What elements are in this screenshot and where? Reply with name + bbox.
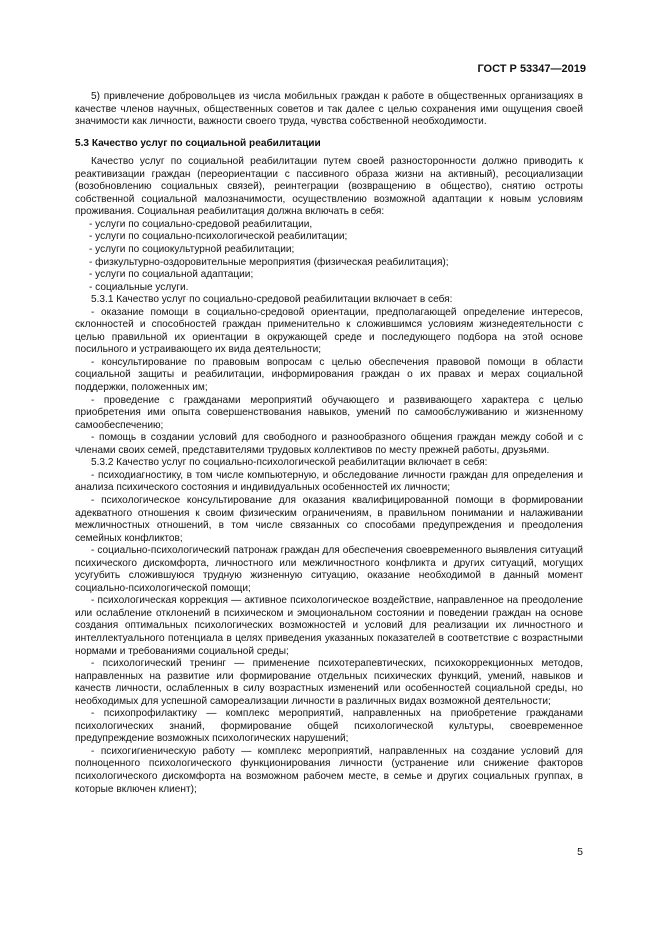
list-item: - услуги по социокультурной реабилитации; bbox=[89, 244, 295, 256]
list-item: - услуги по социально-психологической реабилитации; bbox=[89, 231, 348, 243]
list-paragraph: - консультирование по правовым вопросам с целью обеспечения правовой помощи в области социальной защиты и реабилитации, информирования граждан о их правах и мерах социальной поддержки, положенных им; bbox=[75, 356, 583, 394]
page-body bbox=[75, 91, 583, 796]
paragraph-item-5: 5) привлечение добровольцев из числа мобильных граждан к работе в общественных организациях в качестве членов научных, общественных советов и так далее с целью сохранения ими ощущения своей значимости как личности, важности своего труда, чувства собственной необходимости. bbox=[75, 91, 583, 128]
subsection-5-3-2: 5.3.2 Качество услуг по социально-психологической реабилитации включает в себя: bbox=[91, 457, 488, 469]
list-item: - физкультурно-оздоровительные мероприятия (физическая реабилитация); bbox=[89, 256, 449, 268]
paragraph-intro: Качество услуг по социальной реабилитации путем своей разносторонности должно приводить к реактивизации граждан (переориентации с пассивного образа жизни на активный), ресоциализации (возобновлению социальных связей), реинтеграции (возвращению в общество), снятию остроты собственной социальной малозначимости, осуществлению возможной адаптации к новым условиям проживания. Социальная реабилитация должна включать в себя: bbox=[75, 156, 583, 218]
list-paragraph: - психологическое консультирование для оказания квалифицированной помощи в формировании адекватного отношения к своим физическим ограничениям, в правильном понимании и налаживании межличностных отношений, в том числе связанных со способами предупреждения и преодоления семейных конфликтов; bbox=[75, 494, 583, 544]
list-item: - услуги по социальной адаптации; bbox=[89, 269, 254, 281]
list-item: - социальные услуги. bbox=[89, 281, 189, 293]
subsection-5-3-1: 5.3.1 Качество услуг по социально-средовой реабилитации включает в себя: bbox=[91, 294, 453, 306]
section-heading-5-3: 5.3 Качество услуг по социальной реабилитации bbox=[75, 137, 321, 149]
list-paragraph: - психодиагностику, в том числе компьютерную, и обследование личности граждан для определения и анализа психического состояния и индивидуальных особенностей их личности; bbox=[75, 469, 583, 494]
page-number: 5 bbox=[577, 846, 583, 858]
list-paragraph: - проведение с гражданами мероприятий обучающего и развивающего характера с целью приобретения ими опыта совершенствования навыков, умений по самообслуживанию и жизненному самообеспечению; bbox=[75, 394, 583, 431]
list-paragraph: - оказание помощи в социально-средовой ориентации, предполагающей определение интересов, склонностей и способностей граждан применительно к сложившимся условиям жизнедеятельности с целью правильной их ориентации в окружающей среде и последующего подбора на этой основе посильного и устраивающего их вида деятельности; bbox=[75, 306, 583, 356]
list-paragraph: - психологический тренинг — применение психотерапевтических, психокоррекционных методов, направленных на развитие или формирование отдельных психических функций, умений, навыков и качеств личности, ослабленных в силу возрастных изменений или особенностей социальной среды, но необходимых для успешной самореализации личности в различных видах возможной деятельности; bbox=[75, 658, 583, 707]
list-paragraph: - психогигиеническую работу — комплекс мероприятий, направленных на создание условий для полноценного психологического функционирования личности (устранение или снижение факторов психологического дискомфорта на возможном рабочем месте, в семье и других социальных группах, в которые включен клиент); bbox=[75, 745, 583, 795]
document-id: ГОСТ Р 53347—2019 bbox=[477, 63, 586, 75]
list-item: - услуги по социально-средовой реабилитации, bbox=[89, 218, 313, 230]
list-paragraph: - социально-психологический патронаж граждан для обеспечения своевременного выявления ситуаций психического дискомфорта, личностного или межличностного конфликта и других ситуаций, могущих усугубить сложившуюся трудную жизненную ситуацию, оказание необходимой в данный момент социально-психологической помощи; bbox=[75, 545, 583, 594]
list-paragraph: - психологическая коррекция — активное психологическое воздействие, направленное на преодоление или ослабление отклонений в психическом и эмоциональном состоянии и поведении граждан на основе создания оптимальных психологических возможностей и условий для реализации их личностного и интеллектуального потенциала в целях приведения указанных показателей в соответствие с возрастными нормами и требованиями социальной среды; bbox=[75, 595, 583, 657]
list-paragraph: - помощь в создании условий для свободного и разнообразного общения граждан между собой и с членами своих семей, представителями трудовых коллективов по месту прежней работы, друзьями. bbox=[75, 432, 583, 456]
list-paragraph: - психопрофилактику — комплекс мероприятий, направленных на приобретение гражданами психологических знаний, формирование общей психологической культуры, своевременное предупреждение возможных психологических нарушений; bbox=[75, 708, 583, 745]
